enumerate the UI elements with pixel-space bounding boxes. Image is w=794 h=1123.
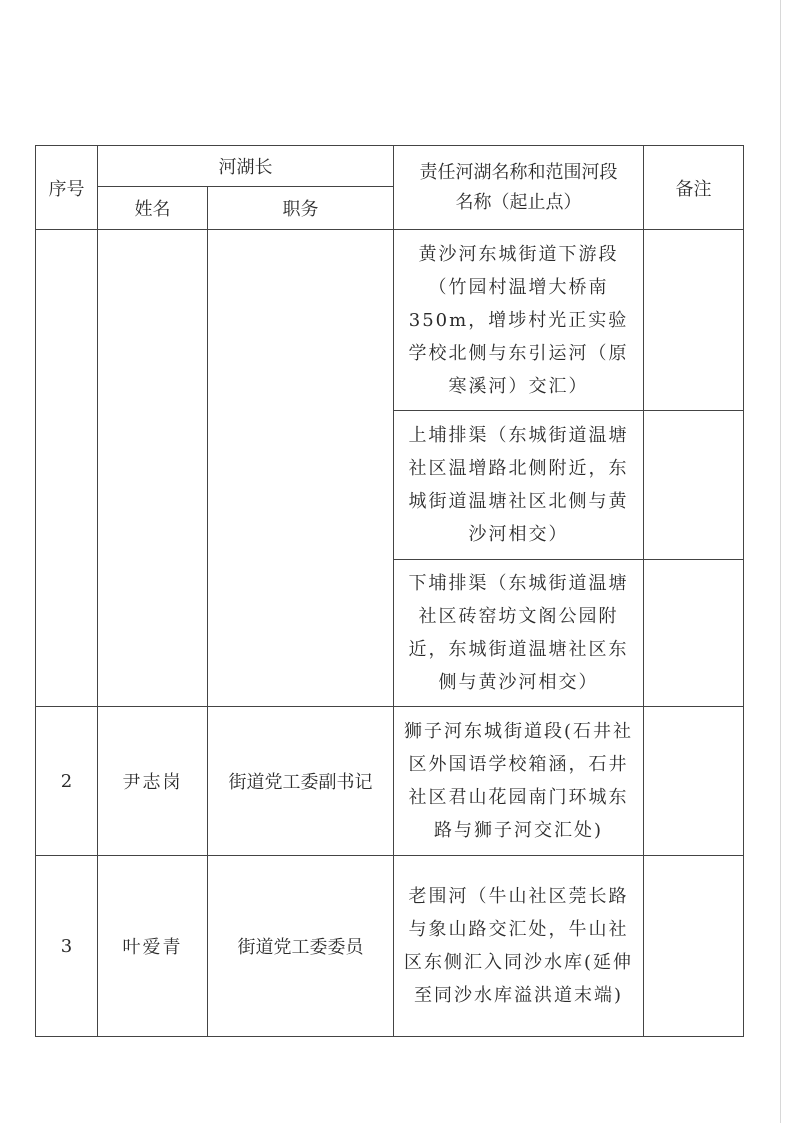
- note-cell: [644, 560, 744, 707]
- segment-cell: 下埔排渠（东城街道温塘社区砖窑坊文阁公园附近，东城街道温塘社区东侧与黄沙河相交）: [394, 560, 644, 707]
- header-scope: [394, 146, 644, 230]
- table-row: [36, 707, 744, 856]
- seq-cell: 3: [36, 856, 98, 1037]
- position-cell: [208, 230, 394, 707]
- name-cell: 尹志岗: [98, 707, 208, 856]
- header-seq: 序号: [36, 146, 98, 230]
- name-cell: [98, 230, 208, 707]
- segment-cell: 老围河（牛山社区莞长路与象山路交汇处，牛山社区东侧汇入同沙水库(延伸至同沙水库溢洪道末端): [394, 856, 644, 1037]
- segment-cell: 黄沙河东城街道下游段（竹园村温增大桥南350m，增埗村光正实验学校北侧与东引运河（原寒溪河）交汇）: [394, 230, 644, 411]
- position-cell: 街道党工委副书记: [208, 707, 394, 856]
- header-note: 备注: [644, 146, 744, 230]
- river-chief-table: [35, 145, 744, 1037]
- note-cell: [644, 411, 744, 560]
- segment-cell: 上埔排渠（东城街道温塘社区温增路北侧附近，东城街道温塘社区北侧与黄沙河相交）: [394, 411, 644, 560]
- note-cell: [644, 856, 744, 1037]
- name-cell: 叶爱青: [98, 856, 208, 1037]
- header-position: 职务: [208, 187, 394, 230]
- seq-cell: [36, 230, 98, 707]
- table-row: [36, 230, 744, 411]
- table-row: [36, 856, 744, 1037]
- header-row-top: [36, 146, 744, 187]
- segment-cell: 狮子河东城街道段(石井社区外国语学校箱涵，石井社区君山花园南门环城东路与狮子河交汇处): [394, 707, 644, 856]
- note-cell: [644, 707, 744, 856]
- header-scope-line2: 名称（起止点）: [455, 191, 582, 213]
- seq-cell: 2: [36, 707, 98, 856]
- scan-edge-line: [780, 0, 781, 1123]
- header-river-chief: 河湖长: [98, 146, 394, 187]
- header-scope-line1: 责任河湖名称和范围河段: [419, 161, 618, 183]
- position-cell: 街道党工委委员: [208, 856, 394, 1037]
- header-name: 姓名: [98, 187, 208, 230]
- note-cell: [644, 230, 744, 411]
